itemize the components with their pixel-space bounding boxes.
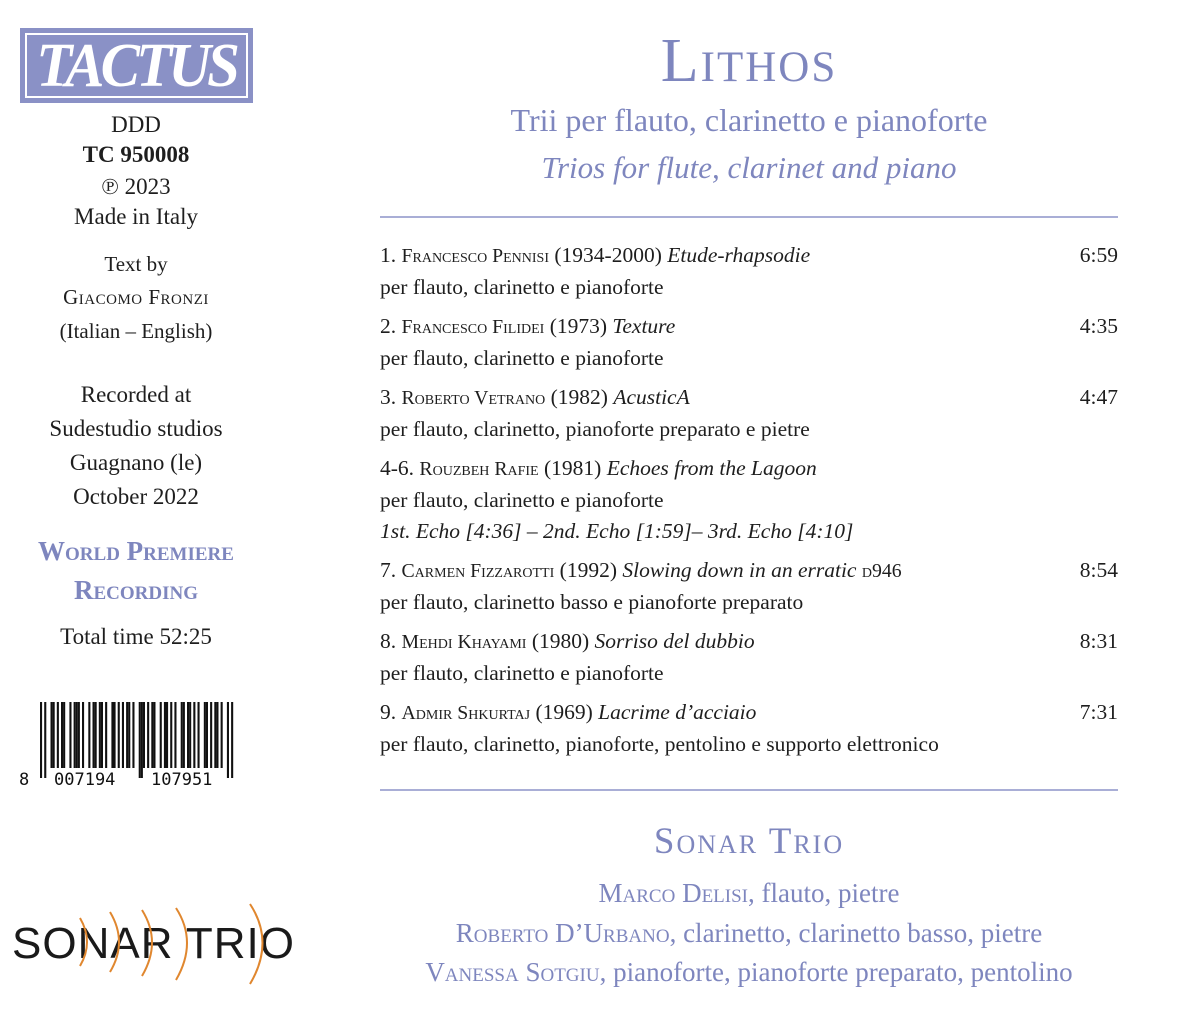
barcode-bar — [132, 702, 134, 768]
recorded-line: October 2022 — [73, 484, 199, 509]
premiere-label: World Premiere — [38, 536, 234, 566]
barcode-bar — [139, 702, 141, 778]
barcode-bar — [216, 702, 218, 768]
barcode-bar — [198, 702, 200, 768]
barcode-digit: 8 — [19, 770, 30, 790]
barcode-bar — [63, 702, 65, 768]
barcode-bar — [193, 702, 195, 768]
track-item — [380, 555, 1118, 618]
copyright-year: ℗ 2023 — [101, 174, 171, 199]
track-number: 2. — [380, 314, 397, 338]
total-time: Total time 52:25 — [60, 624, 212, 649]
performer-role: , flauto, pietre — [748, 878, 900, 908]
track-duration: 6:59 — [1079, 243, 1118, 267]
barcode-bar — [101, 702, 103, 768]
text-by-label: Text by — [104, 252, 168, 276]
track-movements: 1st. Echo [4:36] – 2nd. Echo [1:59]– 3rd. Echo [4:10] — [380, 519, 854, 543]
barcode-bar — [128, 702, 130, 768]
barcode-bar — [118, 702, 120, 768]
barcode-bar — [206, 702, 208, 768]
track-duration: 8:54 — [1079, 558, 1118, 582]
track-composer: Roberto Vetrano — [401, 387, 546, 409]
tactus-logo — [20, 28, 253, 103]
track-list — [380, 240, 1118, 768]
track-work: Sorriso del dubbio — [594, 629, 755, 653]
sonar-trio-logo — [10, 900, 296, 985]
barcode-bar — [122, 702, 124, 768]
track-number: 9. — [380, 700, 397, 724]
track-number: 3. — [380, 385, 397, 409]
album-title: Lithos — [660, 27, 838, 95]
barcode-bar — [95, 702, 97, 768]
track-item — [380, 697, 1118, 760]
track-duration: 8:31 — [1079, 629, 1118, 653]
barcode-bar — [111, 702, 113, 768]
ensemble-name: Sonar Trio — [653, 821, 845, 862]
track-instrumentation: per flauto, clarinetto, pianoforte, pentolino e supporto elettronico — [380, 732, 939, 756]
barcode-bar — [210, 702, 212, 768]
track-duration: 4:35 — [1079, 314, 1118, 338]
track-item — [380, 453, 1118, 547]
performer-role: , pianoforte, pianoforte preparato, pentolino — [599, 957, 1073, 987]
divider — [380, 789, 1118, 791]
track-instrumentation: per flauto, clarinetto e pianoforte — [380, 275, 664, 299]
track-years: (1934-2000) — [554, 243, 662, 267]
barcode-bar — [187, 702, 189, 768]
track-work: AcusticA — [613, 385, 690, 409]
track-number: 1. — [380, 243, 397, 267]
barcode-bars — [40, 702, 240, 778]
barcode-bar — [93, 702, 95, 768]
track-duration: 7:31 — [1079, 700, 1118, 724]
performer-name: Marco Delisi — [598, 878, 749, 908]
barcode-bar — [231, 702, 233, 778]
barcode-bar — [189, 702, 191, 768]
barcode-bar — [160, 702, 162, 768]
catalog-number: TC 950008 — [82, 142, 190, 167]
track-years: (1992) — [559, 558, 617, 582]
barcode-bar — [141, 702, 143, 778]
track-work: Etude-rhapsodie — [667, 243, 811, 267]
track-work: Slowing down in an erratic — [622, 558, 857, 582]
track-composer: Admir Shkurtaj — [401, 702, 531, 724]
track-work: Lacrime d’acciaio — [598, 700, 757, 724]
barcode-bar — [74, 702, 76, 768]
album-subtitle-italian: Trii per flauto, clarinetto e pianoforte — [510, 102, 988, 138]
performer-name: Roberto D’Urbano — [455, 918, 670, 948]
barcode-bar — [40, 702, 42, 778]
barcode-bar — [153, 702, 155, 768]
barcode-bar — [143, 702, 145, 768]
barcode-bar — [78, 702, 80, 768]
barcode-digits-left: 007194 — [54, 770, 116, 790]
track-item — [380, 311, 1118, 374]
barcode-bar — [88, 702, 90, 768]
track-years: (1969) — [535, 700, 593, 724]
track-composer: Mehdi Khayami — [401, 631, 527, 653]
performer-name: Vanessa Sotgiu — [425, 957, 600, 987]
barcode-bar — [69, 702, 71, 768]
origin-label: Made in Italy — [74, 204, 198, 229]
track-work: Texture — [612, 314, 676, 338]
barcode-bar — [61, 702, 63, 768]
barcode-bar — [181, 702, 183, 768]
recorded-line: Guagnano (le) — [69, 450, 203, 475]
barcode-bar — [214, 702, 216, 768]
track-duration: 4:47 — [1079, 385, 1118, 409]
recorded-line: Recorded at — [80, 382, 192, 407]
recorded-line: Sudestudio studios — [49, 416, 223, 441]
track-work: Echoes from the Lagoon — [606, 456, 817, 480]
left-column — [0, 0, 296, 1014]
barcode-bar — [227, 702, 229, 778]
track-instrumentation: per flauto, clarinetto, pianoforte preparato e pietre — [380, 417, 810, 441]
performer-line — [380, 878, 1118, 909]
barcode-digits-right: 107951 — [151, 770, 213, 790]
barcode-bar — [151, 702, 153, 768]
track-item — [380, 382, 1118, 445]
track-years: (1981) — [544, 456, 602, 480]
performer-line — [380, 957, 1118, 988]
barcode-bar — [166, 702, 168, 768]
track-instrumentation: per flauto, clarinetto e pianoforte — [380, 488, 664, 512]
barcode-bar — [204, 702, 206, 768]
track-years: (1973) — [549, 314, 608, 338]
text-author: Giacomo Fronzi — [63, 285, 209, 309]
barcode-bar — [183, 702, 185, 768]
barcode-bar — [114, 702, 116, 768]
barcode-bar — [174, 702, 176, 768]
divider — [380, 216, 1118, 218]
barcode-bar — [76, 702, 78, 768]
track-composer: Francesco Filidei — [401, 316, 545, 338]
track-work-catalog: d946 — [861, 560, 902, 582]
album-subtitle-english: Trios for flute, clarinet and piano — [541, 150, 957, 185]
sonar-trio-logo-text: SONAR TRIO — [12, 919, 296, 968]
barcode-bar — [170, 702, 172, 768]
barcode-bar — [82, 702, 84, 768]
track-instrumentation: per flauto, clarinetto e pianoforte — [380, 661, 664, 685]
barcode-bar — [57, 702, 59, 768]
track-instrumentation: per flauto, clarinetto e pianoforte — [380, 346, 664, 370]
track-composer: Rouzbeh Rafie — [419, 458, 539, 480]
text-languages: (Italian – English) — [59, 319, 213, 343]
barcode-bar — [221, 702, 223, 768]
barcode-bar — [99, 702, 101, 768]
logo-text: TACTUS — [36, 31, 237, 100]
barcode-bar — [105, 702, 107, 768]
track-composer: Francesco Pennisi — [401, 245, 549, 267]
track-years: (1980) — [531, 629, 590, 653]
barcode-bar — [126, 702, 128, 768]
premiere-label: Recording — [73, 575, 198, 605]
barcode-bar — [147, 702, 149, 768]
barcode-bar — [44, 702, 46, 778]
track-number: 8. — [380, 629, 397, 653]
format-label: DDD — [111, 112, 161, 137]
barcode-bar — [164, 702, 166, 768]
track-number: 4-6. — [380, 456, 415, 480]
barcode-bar — [51, 702, 53, 768]
barcode-bar — [53, 702, 55, 768]
track-item — [380, 240, 1118, 303]
performer-role: , clarinetto, clarinetto basso, pietre — [669, 918, 1043, 948]
performer-line — [380, 918, 1118, 949]
track-years: (1982) — [550, 385, 608, 409]
track-composer: Carmen Fizzarotti — [401, 560, 555, 582]
track-item — [380, 626, 1118, 689]
track-instrumentation: per flauto, clarinetto basso e pianoforte preparato — [380, 590, 804, 614]
track-number: 7. — [380, 558, 397, 582]
